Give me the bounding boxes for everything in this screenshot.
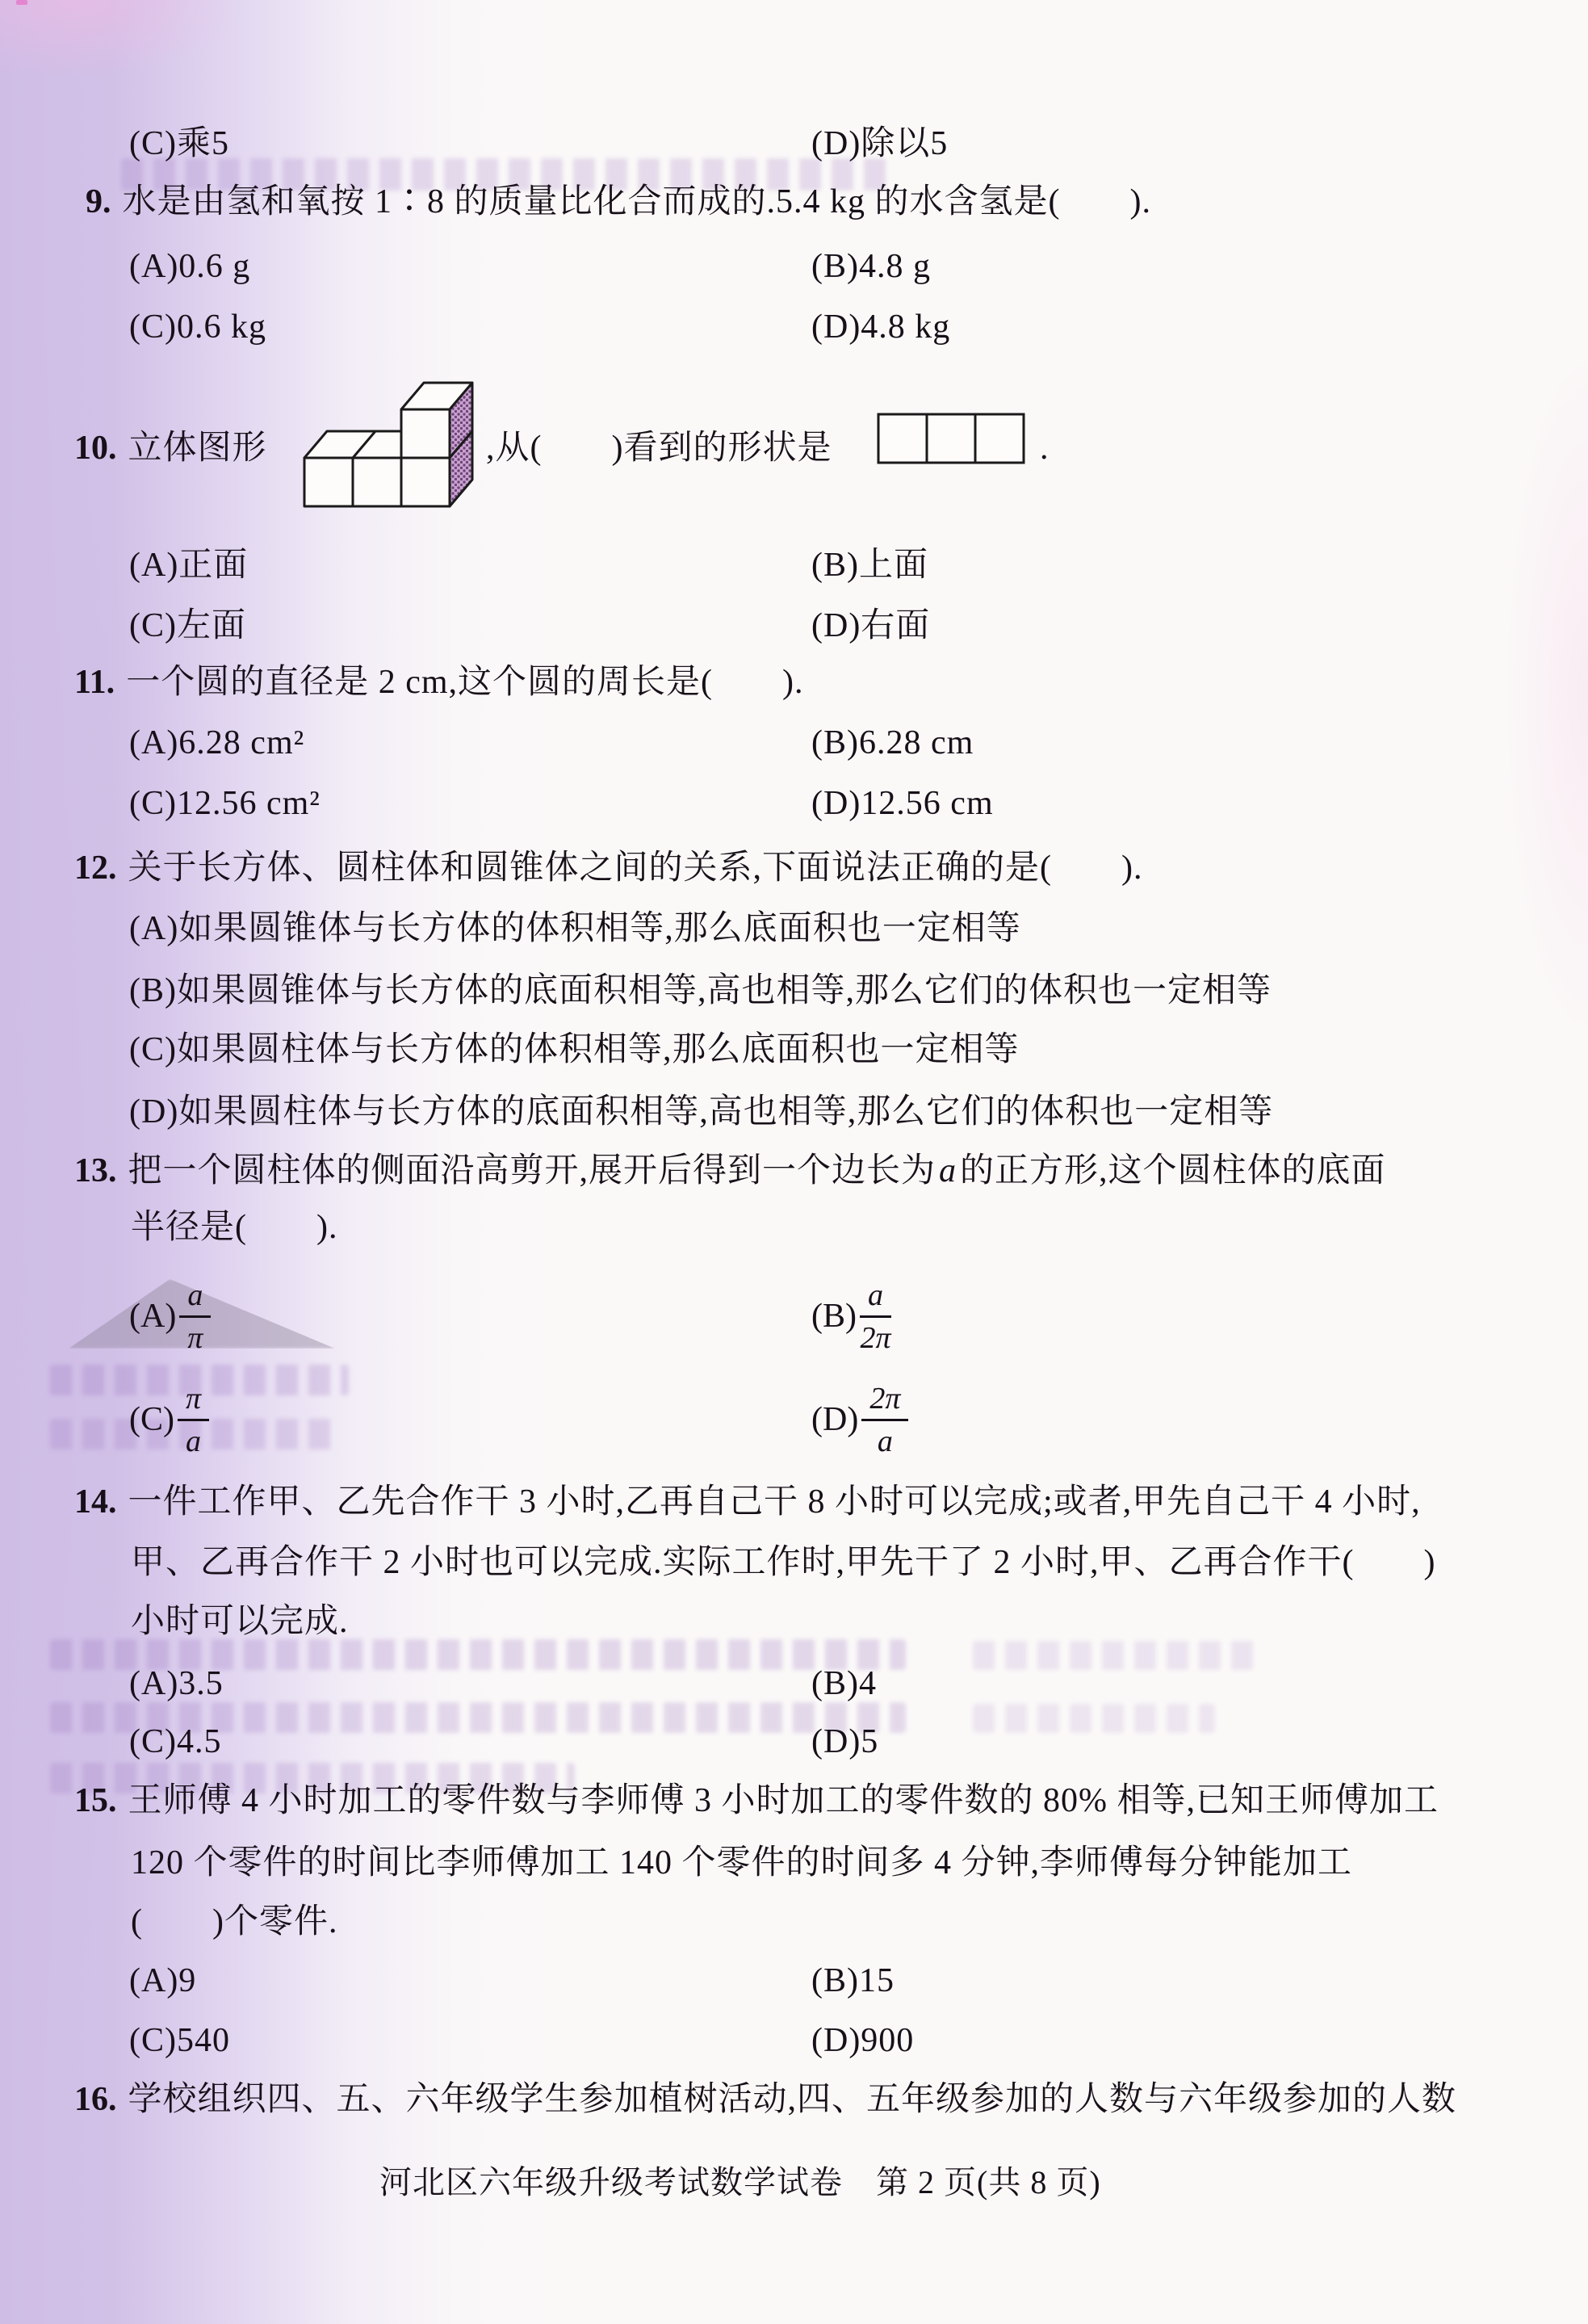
question-14-line3: 小时可以完成. [131, 1603, 349, 1640]
variable-a: a [939, 1152, 957, 1189]
question-14-number: 14. [74, 1483, 117, 1521]
isometric-cubes-figure [287, 367, 481, 517]
question-16-line1: 16. 学校组织四、五、六年级学生参加植树活动,四、五年级参加的人数与六年级参加的人数 [74, 2081, 1457, 2118]
question-13-option-c: (C) $\frac{\pi}{a}$ [129, 1378, 209, 1462]
question-14-line1: 14. 一件工作甲、乙先合作干 3 小时,乙再自己干 8 小时可以完成;或者,甲先自己干 4 小时, [74, 1483, 1421, 1521]
fraction: $\frac{a}{\pi}$ [179, 1277, 211, 1356]
question-12-number: 12. [74, 849, 117, 887]
question-15-option-d: (D)900 [811, 2022, 915, 2059]
question-15-line1: 15. 王师傅 4 小时加工的零件数与李师傅 3 小时加工的零件数的 80% 相等,已知王师傅加工 [74, 1782, 1439, 1819]
question-16-number: 16. [74, 2081, 117, 2118]
question-15-number: 15. [74, 1782, 117, 1819]
question-12-option-b: (B)如果圆锥体与长方体的底面积相等,高也相等,那么它们的体积也一定相等 [129, 972, 1272, 1009]
question-11-option-a: (A)6.28 cm² [129, 724, 305, 761]
question-11-option-d: (D)12.56 cm [811, 785, 994, 822]
scan-mark [16, 0, 27, 5]
question-13-option-d: (D) $\frac{2\pi}{a}$ [811, 1378, 908, 1462]
fraction: $\frac{2\pi}{a}$ [861, 1381, 908, 1459]
question-15-line3: ( )个零件. [131, 1903, 338, 1940]
question-14-option-a: (A)3.5 [129, 1665, 224, 1702]
question-15-option-a: (A)9 [129, 1962, 197, 1999]
question-12-option-c: (C)如果圆柱体与长方体的体积相等,那么底面积也一定相等 [129, 1031, 1020, 1068]
question-10-number: 10. [74, 430, 117, 467]
question-9-option-c: (C)0.6 kg [129, 308, 266, 346]
question-9-stem: 9. 水是由氢和氧按 1∶8 的质量比化合而成的.5.4 kg 的水含氢是( ). [86, 183, 1151, 220]
question-11-stem: 11. 一个圆的直径是 2 cm,这个圆的周长是( ). [74, 664, 804, 701]
question-13-number: 13. [74, 1152, 117, 1189]
fraction: $\frac{\pi}{a}$ [178, 1381, 209, 1459]
question-10-option-b: (B)上面 [811, 547, 928, 584]
question-10-option-c: (C)左面 [129, 607, 246, 644]
question-14-option-d: (D)5 [811, 1723, 879, 1760]
question-15-option-b: (B)15 [811, 1962, 895, 1999]
question-14-option-c: (C)4.5 [129, 1723, 222, 1760]
question-11-option-b: (B)6.28 cm [811, 724, 974, 761]
question-12-option-a: (A)如果圆锥体与长方体的体积相等,那么底面积也一定相等 [129, 910, 1021, 947]
question-9-number: 9. [86, 183, 111, 220]
question-12-stem: 12. 关于长方体、圆柱体和圆锥体之间的关系,下面说法正确的是( ). [74, 849, 1143, 887]
question-14-option-b: (B)4 [811, 1665, 877, 1702]
question-9-option-b: (B)4.8 g [811, 248, 931, 285]
fraction: $\frac{a}{2\pi}$ [860, 1277, 891, 1355]
question-13-option-a: (A) $\frac{a}{\pi}$ [129, 1274, 211, 1358]
question-13-stem-line1: 13. 把一个圆柱体的侧面沿高剪开,展开后得到一个边长为a的正方形,这个圆柱体的底面 [74, 1152, 1386, 1189]
question-11-number: 11. [74, 664, 115, 701]
question-10-stem-middle: ,从( )看到的形状是 [486, 430, 832, 467]
question-15-option-c: (C)540 [129, 2022, 230, 2059]
question-12-option-d: (D)如果圆柱体与长方体的底面积相等,高也相等,那么它们的体积也一定相等 [129, 1093, 1274, 1131]
prev-question-option-c: (C)乘5 [129, 125, 229, 162]
question-10-option-a: (A)正面 [129, 547, 249, 584]
question-9-option-d: (D)4.8 kg [811, 308, 951, 346]
question-11-option-c: (C)12.56 cm² [129, 785, 321, 822]
bleed-through-artifact [973, 1704, 1215, 1733]
question-10-stem-left: 10. 立体图形 [74, 430, 267, 467]
question-13-stem-line2: 半径是( ). [131, 1209, 338, 1246]
question-14-line2: 甲、乙再合作干 2 小时也可以完成.实际工作时,甲先干了 2 小时,甲、乙再合作干( ) [131, 1544, 1436, 1581]
answer-shape-figure [876, 413, 1026, 464]
prev-question-option-d: (D)除以5 [811, 125, 949, 162]
page-footer: 河北区六年级升级考试数学试卷 第 2 页(共 8 页) [379, 2164, 1101, 2200]
question-10-option-d: (D)右面 [811, 607, 931, 644]
question-13-option-b: (B) $\frac{a}{2\pi}$ [811, 1277, 891, 1355]
question-10-stem-end: . [1040, 430, 1050, 467]
question-15-line2: 120 个零件的时间比李师傅加工 140 个零件的时间多 4 分钟,李师傅每分钟能加工 [131, 1844, 1353, 1881]
question-9-option-a: (A)0.6 g [129, 248, 251, 285]
bleed-through-artifact [973, 1641, 1255, 1670]
